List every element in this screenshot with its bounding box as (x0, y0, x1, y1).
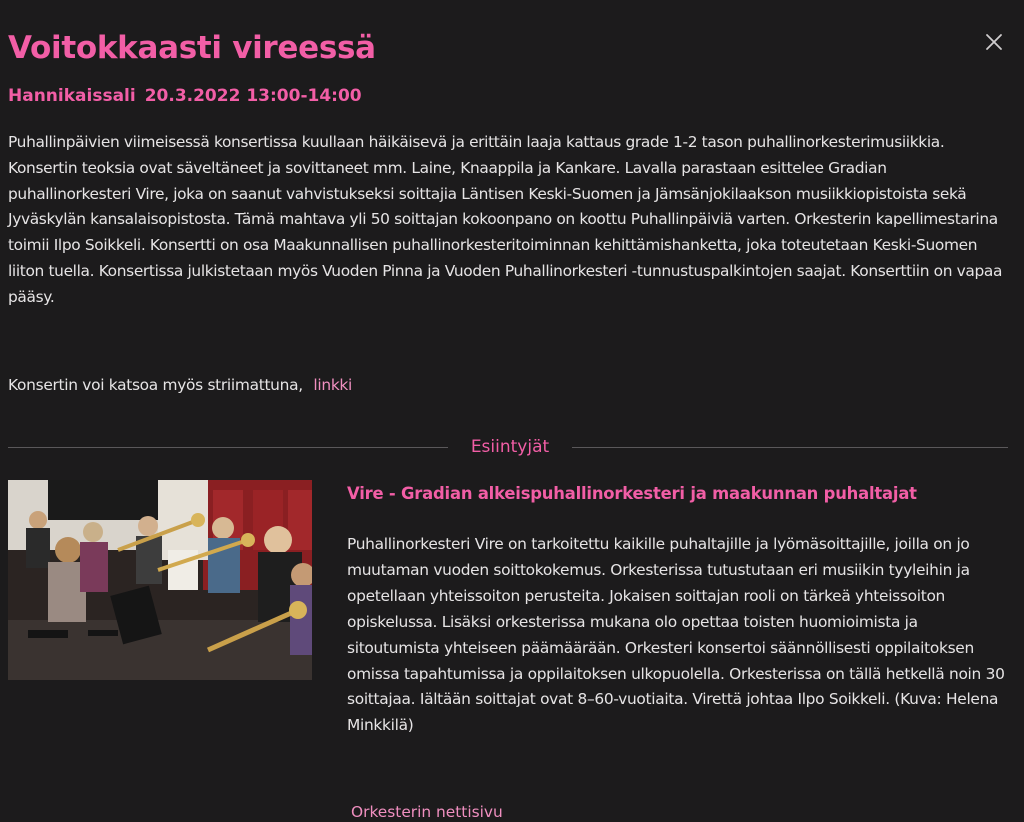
performer-name: Vire - Gradian alkeispuhallinorkesteri ja maakunnan puhaltajat (347, 484, 917, 503)
performers-divider (8, 435, 1008, 459)
event-meta (8, 84, 362, 108)
event-description: Puhallinpäivien viimeisessä konsertissa kuullaan häikäisevä ja erittäin laaja kattaus grade 1-2 tason puhallinorkesterimusiikkia. Konsertin teoksia ovat säveltäneet ja sovittaneet mm. Laine, Knaappila ja Kankare. Lavalla parastaan esittelee Gradian puhallinorkesteri Vire, joka on saanut vahvistukseksi soittajia Läntisen Keski-Suomen ja Jämsänjokilaakson musiikkiopistoista sekä Jyväskylän kansalaisopistosta. Tämä mahtava yli 50 soittajan kokoonpano on koottu Puhallinpäiviä varten. Orkesterin kapellimestarina toimii Ilpo Soikkeli. Konsertti on osa Maakunnallisen puhallinorkesteritoiminnan kehittämishanketta, joka toteutetaan Keski-Suomen liiton tuella. Konsertissa julkistetaan myös Vuoden Pinna ja Vuoden Puhallinorkesteri -tunnustuspalkintojen saajat. Konserttiin on vapaa pääsy. (8, 133, 1003, 306)
performer-description: Puhallinorkesteri Vire on tarkoitettu kaikille puhaltajille ja lyömäsoittajille, joilla on jo muutaman vuoden soittokokemus. Orkesterissa tutustutaan eri musiikin tyyleihin ja opetellaan yhteissoiton perusteita. Jokaisen soittajan rooli on tärkeä yhteissoiton opiskelussa. Lisäksi orkesterissa mukana olo opettaa toisten huomioimista ja sitoutumista yhteiseen päämäärään. Orkesteri konsertoi säännöllisesti oppilaitoksen omissa tapahtumissa ja oppilaitoksen ulkopuolella. Orkesterissa on tällä hetkellä noin 30 soittajaa. Iältään soittajat ovat 8–60-vuotiaita. Virettä johtaa Ilpo Soikkeli. (Kuva: Helena Minkkilä) (347, 535, 1005, 735)
divider-line-right (572, 447, 1008, 448)
event-venue: Hannikaissali (8, 86, 136, 106)
stream-text: Konsertin voi katsoa myös striimattuna, (8, 376, 303, 394)
performer-photo (8, 480, 312, 680)
event-datetime: 20.3.2022 13:00-14:00 (144, 86, 362, 106)
event-title: Voitokkaasti vireessä (8, 30, 376, 66)
close-button[interactable] (984, 32, 1004, 52)
orchestra-website-link[interactable]: Orkesterin nettisivu (351, 803, 503, 821)
stream-link[interactable]: linkki (313, 376, 353, 394)
close-icon (984, 32, 1004, 52)
performers-heading: Esiintyjät (470, 437, 550, 457)
stream-info (8, 373, 352, 397)
divider-line-left (8, 447, 448, 448)
